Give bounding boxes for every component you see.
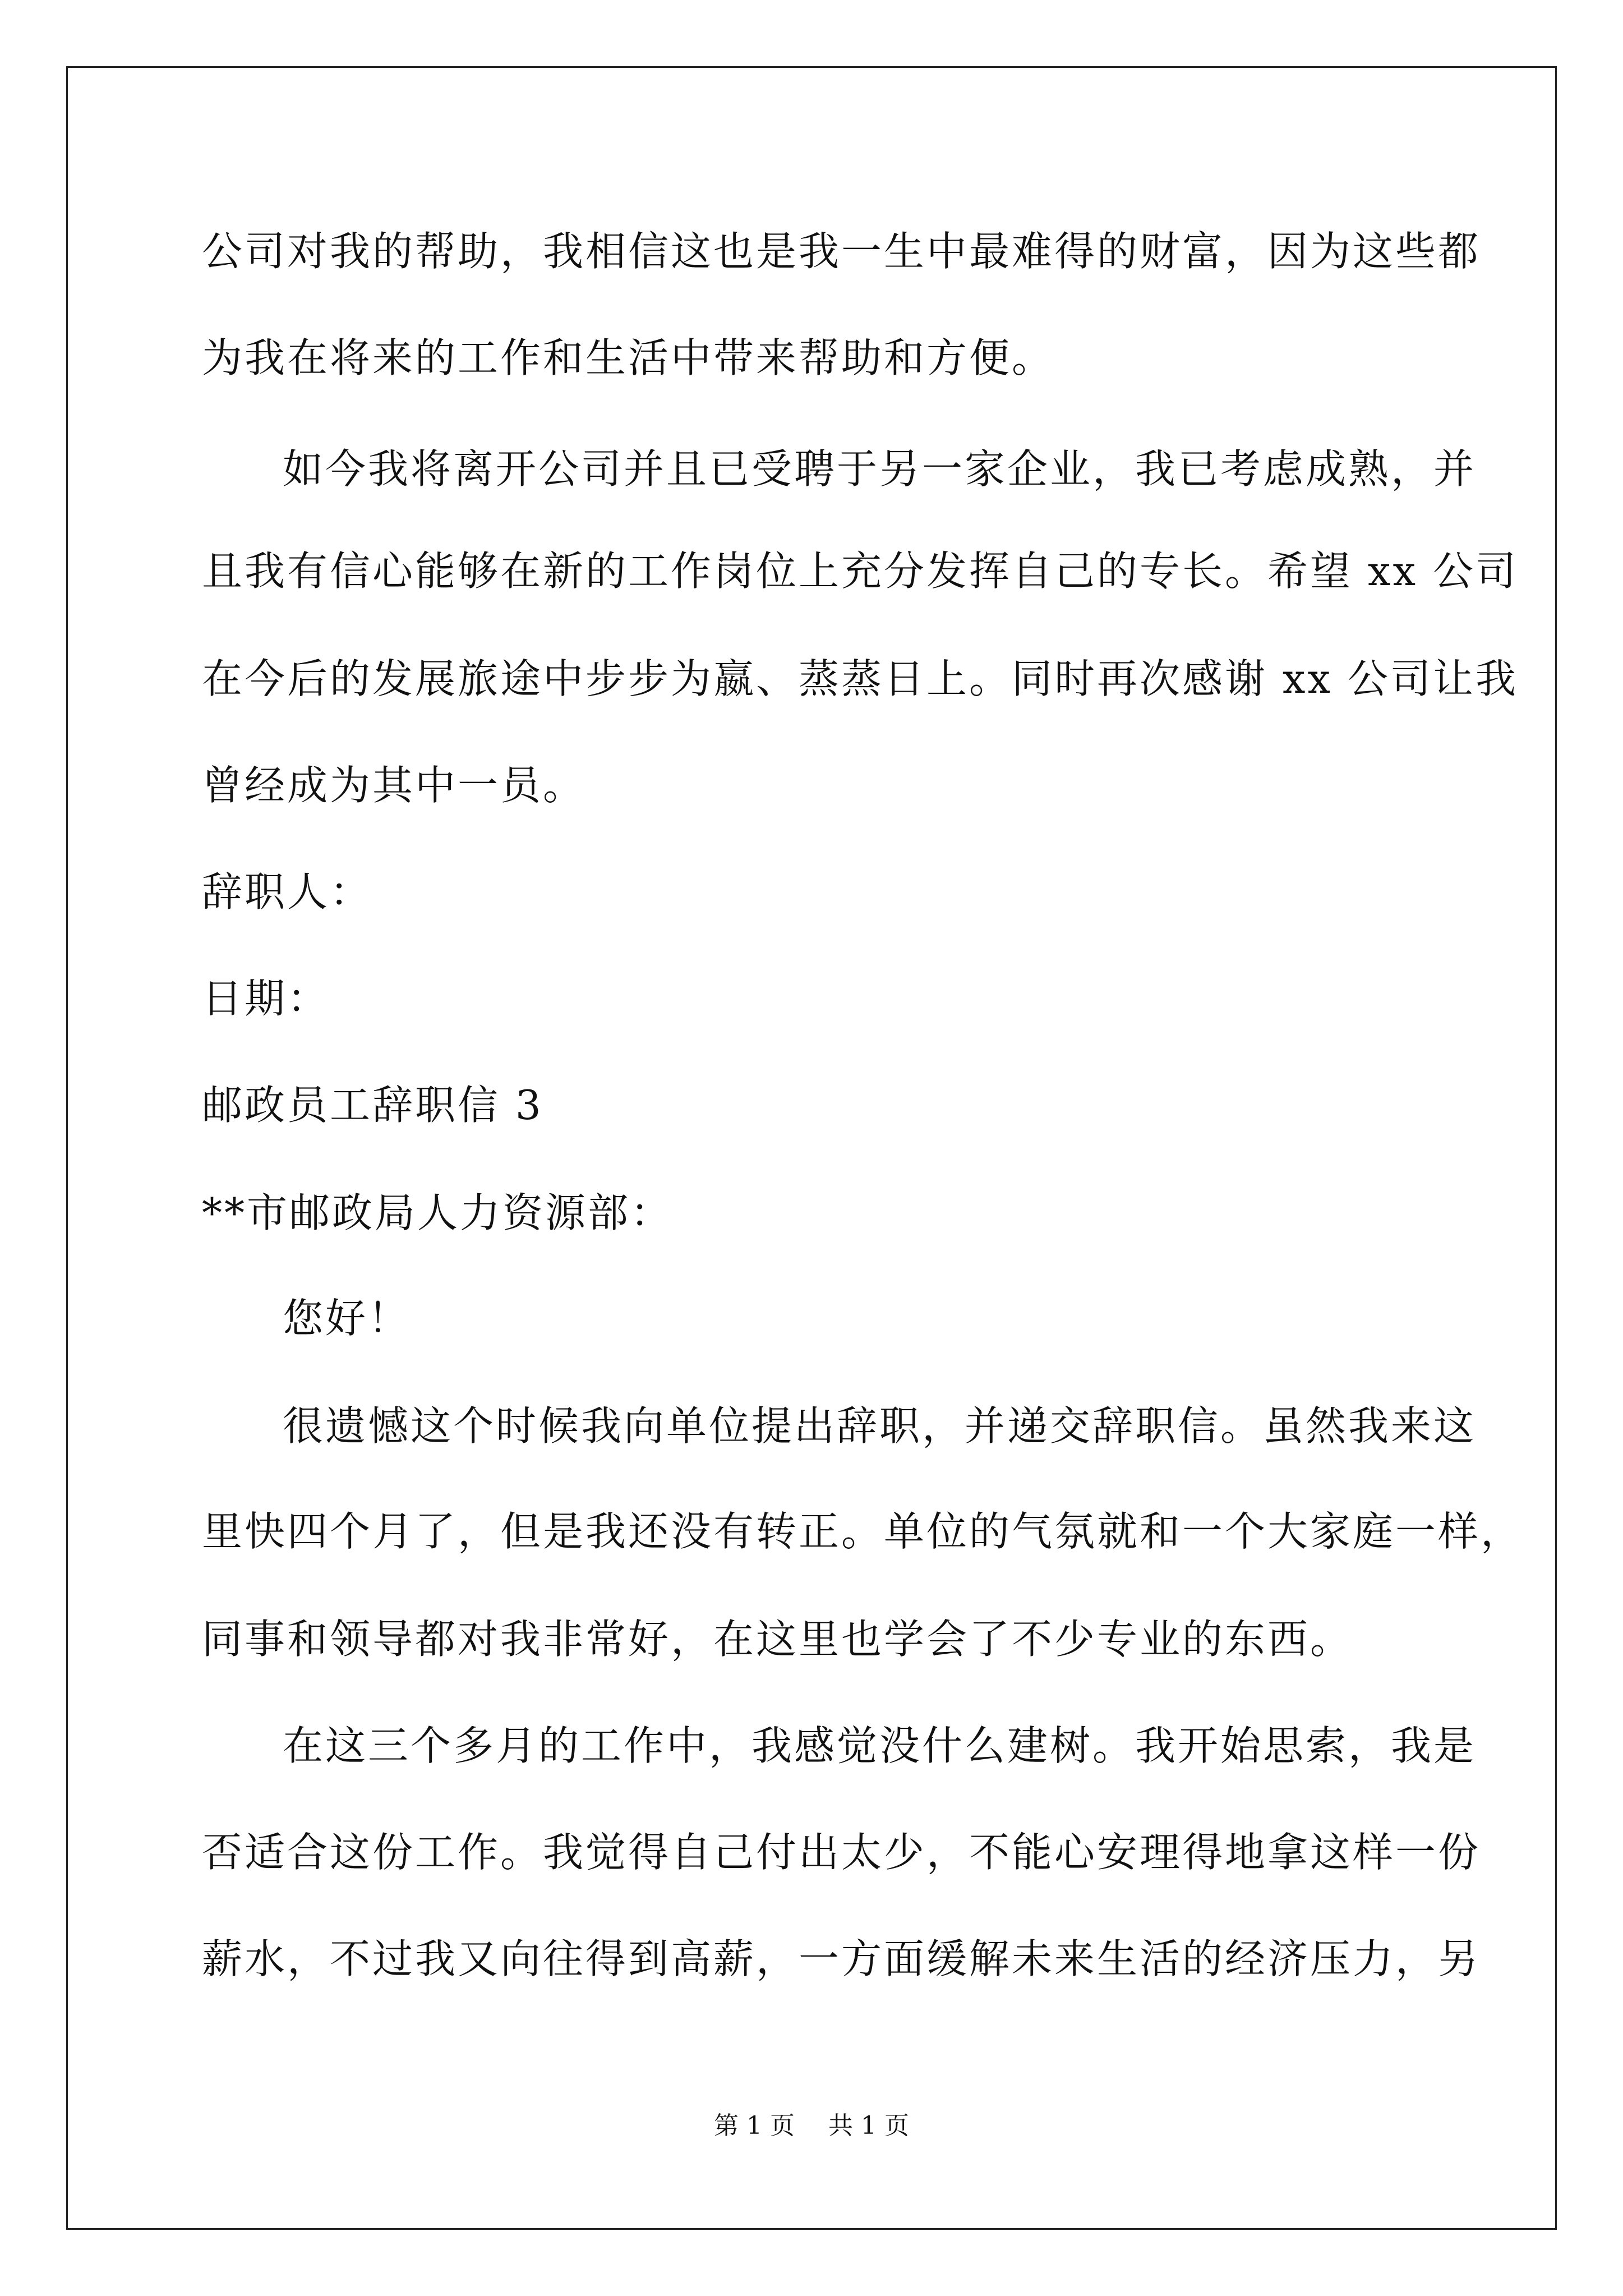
greeting: 您好！ <box>283 1295 411 1342</box>
text-line: 在今后的发展旅途中步步为嬴、蒸蒸日上。同时再次感谢 xx 公司让我 <box>202 655 1518 702</box>
letter-title: 邮政员工辞职信 3 <box>202 1082 543 1129</box>
text-line: 为我在将来的工作和生活中带来帮助和方便。 <box>202 334 1055 381</box>
signatory-label: 辞职人： <box>202 868 373 915</box>
page-number: 第 1 页 <box>714 2111 795 2140</box>
text-line: 里快四个月了，但是我还没有转正。单位的气氛就和一个大家庭一样， <box>202 1508 1524 1555</box>
page-border <box>66 66 1557 2230</box>
text-line: 很遗憾这个时候我向单位提出辞职，并递交辞职信。虽然我来这 <box>283 1402 1477 1450</box>
date-label: 日期： <box>202 975 330 1022</box>
text-line: 在这三个多月的工作中，我感觉没什么建树。我开始思索，我是 <box>283 1722 1477 1769</box>
text-line: 公司对我的帮助，我相信这也是我一生中最难得的财富，因为这些都 <box>202 228 1481 275</box>
text-line: 同事和领导都对我非常好，在这里也学会了不少专业的东西。 <box>202 1616 1353 1663</box>
page-total: 共 1 页 <box>828 2111 909 2140</box>
text-line: 且我有信心能够在新的工作岗位上充分发挥自己的专长。希望 xx 公司 <box>202 547 1518 595</box>
text-line: 如今我将离开公司并且已受聘于另一家企业，我已考虑成熟，并 <box>283 445 1477 493</box>
page-footer <box>0 2111 1623 2140</box>
text-line: 否适合这份工作。我觉得自己付出太少，不能心安理得地拿这样一份 <box>202 1829 1481 1876</box>
recipient-line: **市邮政局人力资源部： <box>202 1189 674 1236</box>
text-line: 薪水，不过我又向往得到高薪，一方面缓解未来生活的经济压力，另 <box>202 1935 1481 1982</box>
text-line: 曾经成为其中一员。 <box>202 762 586 809</box>
